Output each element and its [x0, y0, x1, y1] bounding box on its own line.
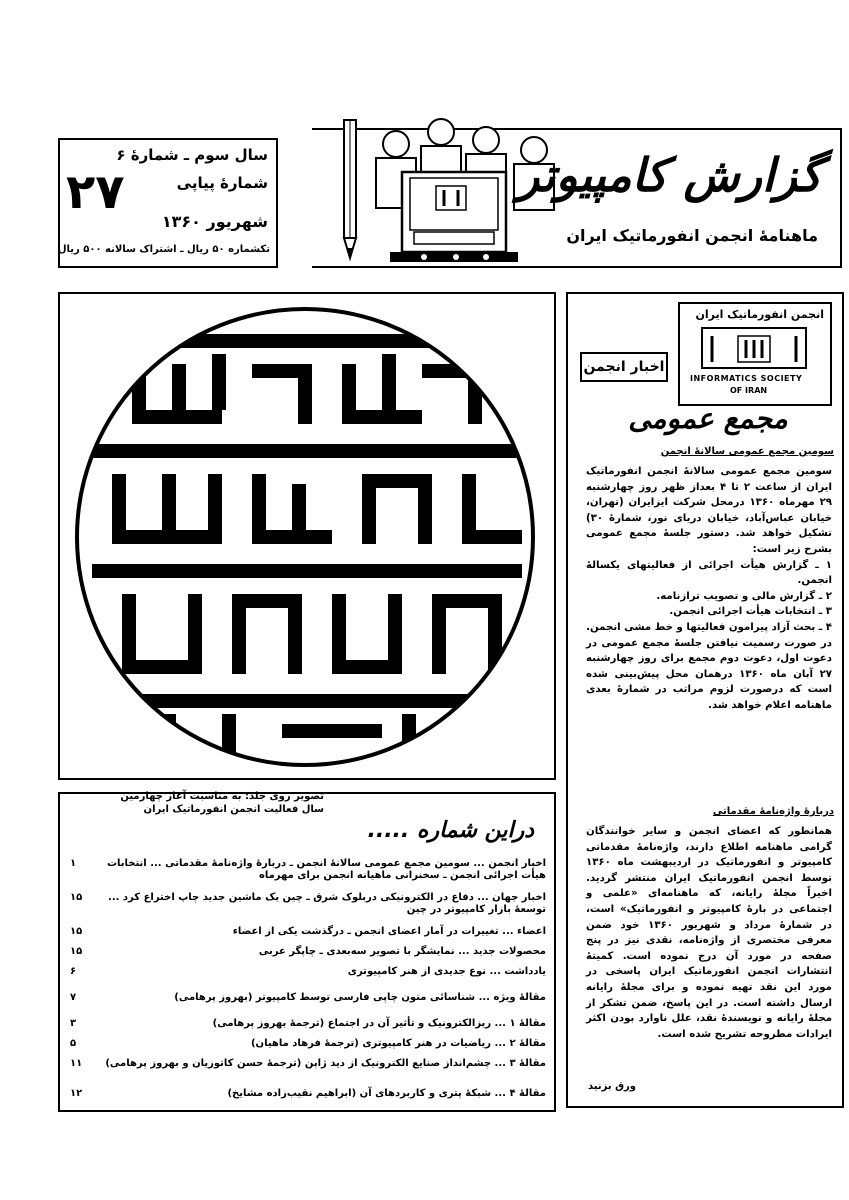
agenda-item: ۲ ـ گزارش مالی و تصویب ترازنامه. — [656, 590, 832, 602]
society-logo-english-line2: OF IRAN — [730, 386, 768, 395]
toc-entry-text: یادداشت ... نوع جدیدی از هنر کامپیوتری — [347, 966, 546, 977]
society-emblem-icon — [698, 324, 810, 372]
toc-entry-text: مقالۀ ۳ ... چشم‌انداز صنایع الکترونیک از دید ژاپن (ترجمۀ حسن کاتوزیان و بهروز پرهامی) — [105, 1058, 546, 1069]
toc-page-number: ۱۵ — [70, 892, 83, 903]
toc-row[interactable] — [70, 858, 546, 882]
toc-page-number: ۱ — [70, 858, 77, 869]
toc-entry-text: مقالۀ ۴ ... شبکۀ پتری و کاربردهای آن (ابراهیم نقیب‌زاده مشایخ) — [227, 1088, 546, 1099]
masthead-title: گزارش کامپیوتر — [517, 148, 822, 202]
section-heading: مجمع عمومی — [628, 402, 788, 435]
continued-note: ورق بزنید — [588, 1081, 636, 1092]
toc-page-number: ۱۵ — [70, 946, 83, 957]
society-logo-title: انجمن انفورماتیک ایران — [695, 308, 824, 321]
toc-row[interactable] — [70, 1018, 546, 1030]
society-logo — [678, 302, 832, 406]
toc-entry-text: مقالۀ ویژه ... شناسائی متون چاپی فارسی توسط کامپیوتر (بهروز پرهامی) — [174, 992, 546, 1003]
issue-serial-number: ۲۷ — [66, 164, 125, 220]
toc-entry-text: اخبار انجمن ... سومین مجمع عمومی سالانۀ انجمن ـ دربارۀ واژه‌نامۀ مقدماتی ... انتخابات هیأت اجرائی انجمن ـ سخنرانی ماهیانه انجمن برای مهرماه — [106, 858, 546, 881]
article1-closing: در صورت رسمیت نیافتن جلسۀ مجمع عمومی در دعوت اول، دعوت دوم مجمع برای روز چهارشنبه ۲۷ آبان ماه ۱۳۶۰ درهمان محل پیش‌بینی شده است که درصورت لزوم مراتب در شمارۀ بعدی ماهنامه اعلام خواهد شد. — [586, 637, 833, 711]
agenda-item: ۳ ـ انتخابات هیأت اجرائی انجمن. — [669, 606, 832, 618]
article2-body: همانطور که اعضای انجمن و سایر خوانندگان گرامی ماهنامه اطلاع دارند، واژه‌نامۀ مقدماتی کامپیوتر و انفورماتیک در اردیبهشت ماه ۱۳۶۰ توسط انجمن انفورماتیک ایران منتشر گردید. اخیراً مجلۀ رایانه، که ماهنامه‌ای «علمی و اجتماعی در بارۀ کامپیوتر و انفورماتیک» است، در شمارۀ مرداد و شهریور ۱۳۶۰ خود ضمن معرفی مختصری از واژه‌نامه، نقدی نیز در پنج صفحه در مورد آن درج نموده است. کمیتۀ انتشارات انجمن انفورماتیک ایران پاسخی در مورد این نقد تهیه نموده و برای مجلۀ رایانه ارسال داشته است. در این پاسخ، ضمن تشکر از مجلۀ رایانه و نویسندۀ نقد، علل ناوارد بودن اکثر ایرادات مطروحه تشریح شده است. — [586, 826, 832, 1040]
toc-page-number: ۱۲ — [70, 1088, 83, 1099]
section-tag: اخبار انجمن — [580, 352, 668, 382]
toc-row[interactable] — [70, 1058, 546, 1070]
article2-subhead: دربارۀ واژه‌نامۀ مقدماتی — [712, 806, 834, 817]
agenda-item: ۴ ـ بحث آزاد پیرامون فعالیتها و خط مشی انجمن. — [586, 621, 832, 633]
cover-artwork-frame — [58, 292, 556, 780]
toc-row[interactable] — [70, 966, 546, 978]
issue-volume-number: سال سوم ـ شمارۀ ۶ — [116, 146, 268, 164]
cover-caption-line1: تصویر روی جلد: به مناسبت آغاز چهارمین — [120, 791, 324, 802]
issue-price: تکشماره ۵۰ ریال ـ اشتراک سالانه ۵۰۰ ریال — [57, 244, 270, 255]
issue-date: شهریور ۱۳۶۰ — [161, 212, 268, 231]
table-of-contents — [58, 792, 556, 1112]
toc-page-number: ۶ — [70, 966, 77, 977]
cover-calligraphy-emblem — [72, 304, 538, 770]
toc-row[interactable] — [70, 1088, 546, 1100]
toc-row[interactable] — [70, 1038, 546, 1050]
toc-entry-text: اخبار جهان ... دفاع در الکترونیکی دربلوک شرق ـ چین یک ماشین جدید چاپ اختراع کرد ... توسعۀ بازار کامپیوتر در چین — [108, 892, 546, 915]
issue-serial-label: شمارۀ پیاپی — [176, 174, 268, 192]
issue-info-box — [58, 138, 278, 268]
toc-page-number: ۱۵ — [70, 926, 83, 937]
article1-subhead: سومین مجمع عمومی سالانۀ انجمن — [660, 446, 834, 457]
toc-page-number: ۷ — [70, 992, 77, 1003]
toc-row[interactable] — [70, 892, 546, 916]
toc-entry-text: محصولات جدید ... نمایشگر با تصویر سه‌بعدی ـ چاپگر عربی — [258, 946, 546, 957]
toc-page-number: ۳ — [70, 1018, 77, 1029]
toc-page-number: ۵ — [70, 1038, 77, 1049]
article1-body — [586, 464, 832, 714]
cover-caption-line2: سال فعالیت انجمن انفورماتیک ایران — [143, 804, 324, 815]
news-column — [566, 292, 844, 1108]
masthead-subtitle: ماهنامۀ انجمن انفورماتیک ایران — [566, 226, 818, 245]
toc-row[interactable] — [70, 926, 546, 938]
society-logo-english-line1: INFORMATICS SOCIETY — [690, 374, 803, 383]
masthead — [312, 128, 842, 268]
toc-page-number: ۱۱ — [70, 1058, 83, 1069]
toc-entry-text: مقالۀ ۱ ... ریزالکترونیک و تأثیر آن در اجتماع (ترجمۀ بهروز پرهامی) — [212, 1018, 546, 1029]
agenda-item: ۱ ـ گزارش هیأت اجرائی از فعالیتهای یکسالۀ انجمن. — [586, 559, 832, 587]
toc-row[interactable] — [70, 992, 546, 1004]
toc-entry-text: اعضاء ... تغییرات در آمار اعضای انجمن ـ درگذشت یکی از اعضاء — [232, 926, 546, 937]
toc-entry-text: مقالۀ ۲ ... ریاضیات در هنر کامپیوتری (ترجمۀ فرهاد ماهیان) — [250, 1038, 546, 1049]
agenda-list — [586, 558, 832, 636]
article1-intro: سومین مجمع عمومی سالانۀ انجمن انفورماتیک ایران از ساعت ۲ تا ۴ بعداز ظهر روز چهارشنبه ۲۹ مهرماه ۱۳۶۰ درمحل شرکت ایزایران (تهران، خیابان عباس‌آباد، خیابان دریای نور، شمارۀ ۳۰) تشکیل خواهد شد. دستور جلسۀ مجمع عمومی بشرح زیر است: — [586, 466, 832, 555]
contents-title: دراین شماره ..... — [367, 818, 534, 843]
toc-row[interactable] — [70, 946, 546, 958]
